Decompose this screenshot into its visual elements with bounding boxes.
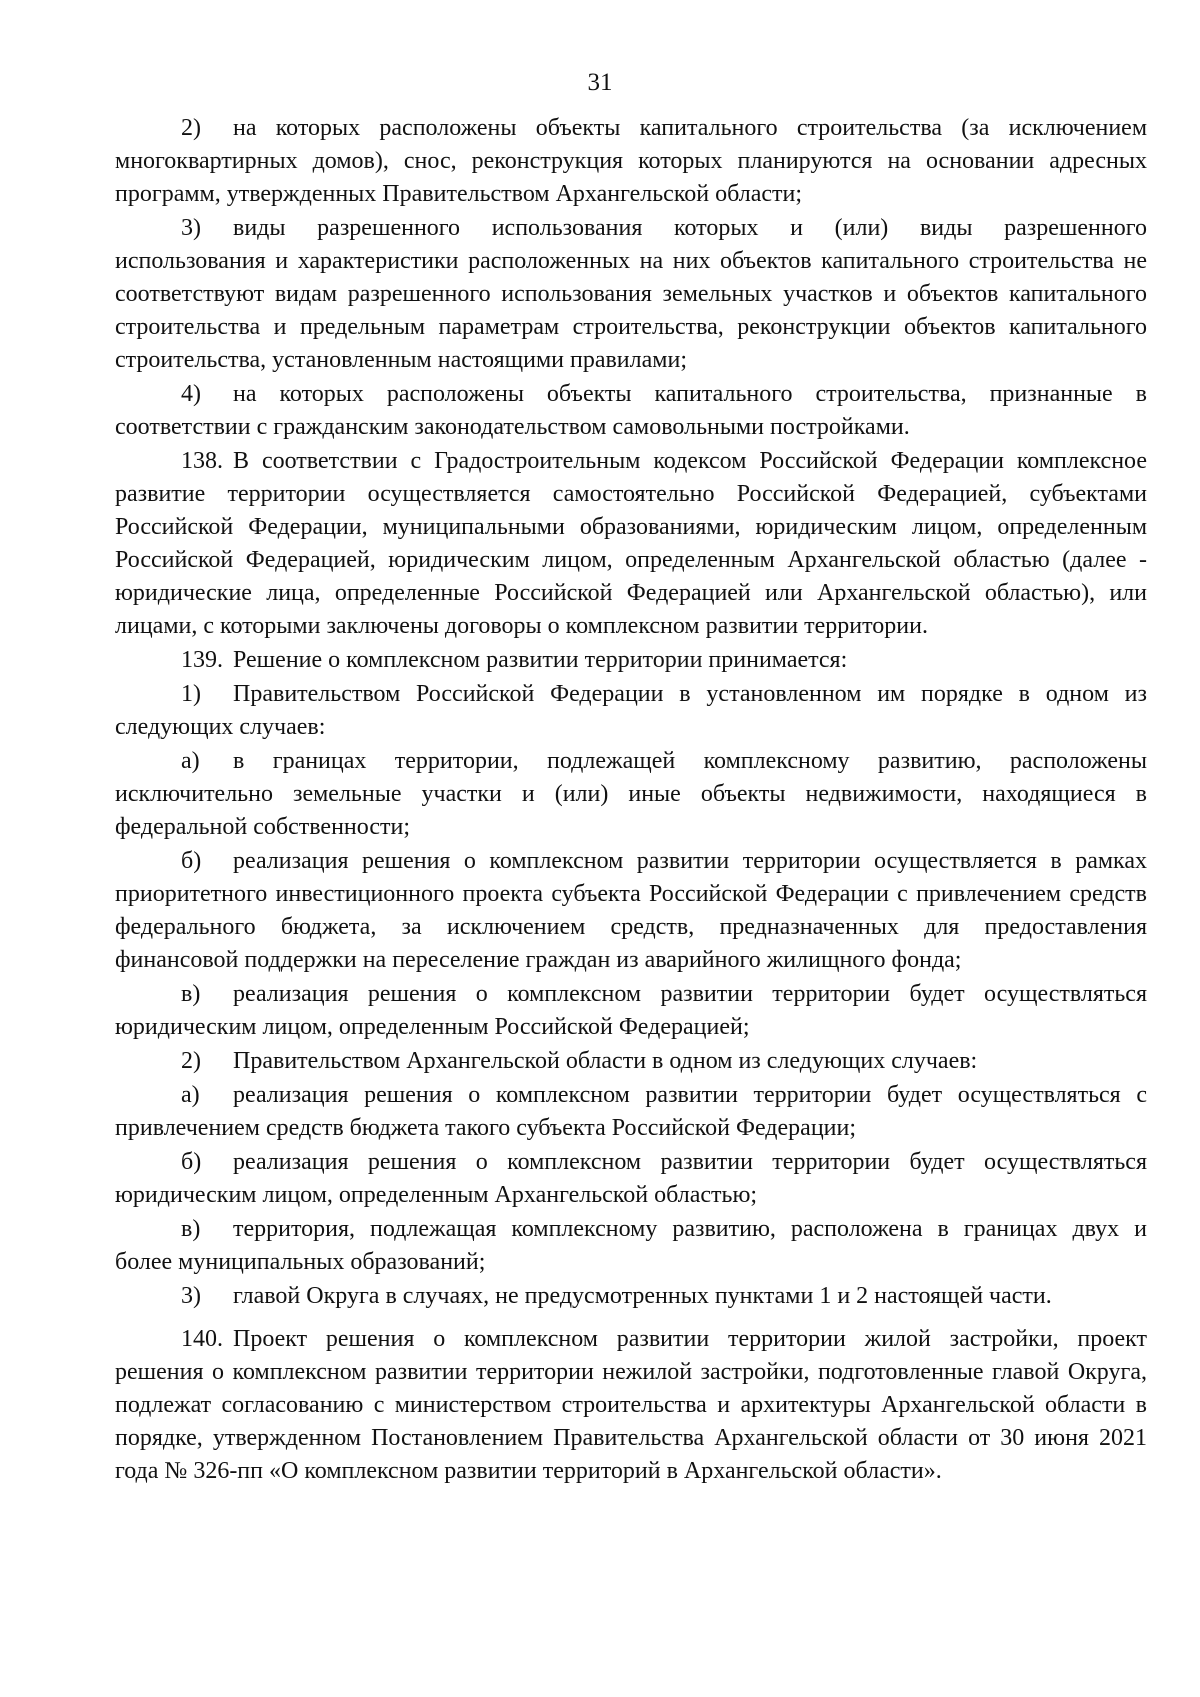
paragraph: [115, 1045, 1147, 1078]
paragraph: [115, 1213, 1147, 1279]
item-marker: в): [181, 981, 201, 1007]
paragraph: [115, 644, 1147, 677]
paragraph: [115, 1146, 1147, 1212]
item-marker: а): [181, 748, 200, 774]
text-line: строительства и предельным параметрам строительства, реконструкции объектов капитального: [115, 314, 1147, 340]
text-line: реализация решения о комплексном развитии территории будет осуществляться с: [233, 1082, 1147, 1108]
text-line: В соответствии с Градостроительным кодексом Российской Федерации комплексное: [233, 448, 1147, 474]
item-marker: 1): [181, 681, 201, 707]
text-line: юридическим лицом, определенным Российской Федерацией;: [115, 1014, 750, 1040]
text-line: лицами, с которыми заключены договоры о комплексном развитии территории.: [115, 613, 928, 639]
document-body: [115, 112, 1147, 1489]
paragraph: [115, 678, 1147, 744]
text-line: соответствуют видам разрешенного использования земельных участков и объектов капитального: [115, 281, 1147, 307]
item-marker: б): [181, 1149, 202, 1175]
text-line: Правительством Российской Федерации в установленном им порядке в одном из: [233, 681, 1147, 707]
text-line: Правительством Архангельской области в одном из следующих случаев:: [233, 1048, 978, 1074]
item-marker: 3): [181, 215, 201, 241]
text-line: многоквартирных домов), снос, реконструкция которых планируются на основании адресных: [115, 148, 1147, 174]
text-line: более муниципальных образований;: [115, 1249, 486, 1275]
text-line: привлечением средств бюджета такого субъекта Российской Федерации;: [115, 1115, 857, 1141]
text-line: порядке, утвержденном Постановлением Правительства Архангельской области от 30 июня 2021: [115, 1425, 1147, 1451]
text-line: в границах территории, подлежащей комплексному развитию, расположены: [233, 748, 1147, 774]
text-line: строительства, установленным настоящими правилами;: [115, 347, 687, 373]
text-line: Российской Федерацией, юридическим лицом, определенным Архангельской областью (далее -: [115, 547, 1147, 573]
text-line: юридическим лицом, определенным Архангельской областью;: [115, 1182, 758, 1208]
text-line: финансовой поддержки на переселение граждан из аварийного жилищного фонда;: [115, 947, 962, 973]
text-line: на которых расположены объекты капитального строительства (за исключением: [233, 115, 1147, 141]
text-line: приоритетного инвестиционного проекта субъекта Российской Федерации с привлечением средств: [115, 881, 1147, 907]
text-line: Российской Федерации, муниципальными образованиями, юридическим лицом, определенным: [115, 514, 1147, 540]
paragraph: [115, 378, 1147, 444]
text-line: следующих случаев:: [115, 714, 326, 740]
text-line: территория, подлежащая комплексному развитию, расположена в границах двух и: [233, 1216, 1147, 1242]
text-line: федеральной собственности;: [115, 814, 411, 840]
text-line: на которых расположены объекты капитального строительства, признанные в: [233, 381, 1147, 407]
paragraph: [115, 978, 1147, 1044]
text-line: Проект решения о комплексном развитии территории жилой застройки, проект: [233, 1326, 1147, 1352]
item-marker: а): [181, 1082, 200, 1108]
text-line: реализация решения о комплексном развитии территории осуществляется в рамках: [233, 848, 1147, 874]
text-line: использования и характеристики расположенных на них объектов капитального строительства не: [115, 248, 1147, 274]
text-line: реализация решения о комплексном развитии территории будет осуществляться: [233, 1149, 1147, 1175]
page-number: 31: [587, 69, 613, 96]
paragraph: [115, 445, 1147, 643]
item-marker: 140.: [181, 1326, 223, 1352]
paragraph: [115, 745, 1147, 844]
text-line: реализация решения о комплексном развитии территории будет осуществляться: [233, 981, 1147, 1007]
item-marker: 139.: [181, 647, 223, 673]
item-marker: 3): [181, 1283, 201, 1309]
paragraph: [115, 1079, 1147, 1145]
text-line: решения о комплексном развитии территории нежилой застройки, подготовленные главой Округа,: [115, 1359, 1147, 1385]
text-line: виды разрешенного использования которых и (или) виды разрешенного: [233, 215, 1147, 241]
item-marker: 138.: [181, 448, 223, 474]
item-marker: в): [181, 1216, 201, 1242]
text-line: соответствии с гражданским законодательством самовольными постройками.: [115, 414, 910, 440]
text-line: развитие территории осуществляется самостоятельно Российской Федерацией, субъектами: [115, 481, 1147, 507]
item-marker: 2): [181, 1048, 201, 1074]
paragraph: [115, 212, 1147, 377]
item-marker: 4): [181, 381, 201, 407]
paragraph: [115, 112, 1147, 211]
text-line: главой Округа в случаях, не предусмотренных пунктами 1 и 2 настоящей части.: [233, 1283, 1052, 1309]
item-marker: б): [181, 848, 202, 874]
text-line: исключительно земельные участки и (или) иные объекты недвижимости, находящиеся в: [115, 781, 1147, 807]
text-line: Решение о комплексном развитии территории принимается:: [233, 647, 848, 673]
paragraph: [115, 845, 1147, 977]
text-line: подлежат согласованию с министерством строительства и архитектуры Архангельской области в: [115, 1392, 1147, 1418]
paragraph: [115, 1323, 1147, 1488]
text-line: года № 326-пп «О комплексном развитии территорий в Архангельской области».: [115, 1458, 942, 1484]
text-line: юридические лица, определенные Российской Федерацией или Архангельской областью), или: [115, 580, 1147, 606]
text-line: федерального бюджета, за исключением средств, предназначенных для предоставления: [115, 914, 1147, 940]
item-marker: 2): [181, 115, 201, 141]
paragraph: [115, 1280, 1147, 1313]
text-line: программ, утвержденных Правительством Архангельской области;: [115, 181, 803, 207]
